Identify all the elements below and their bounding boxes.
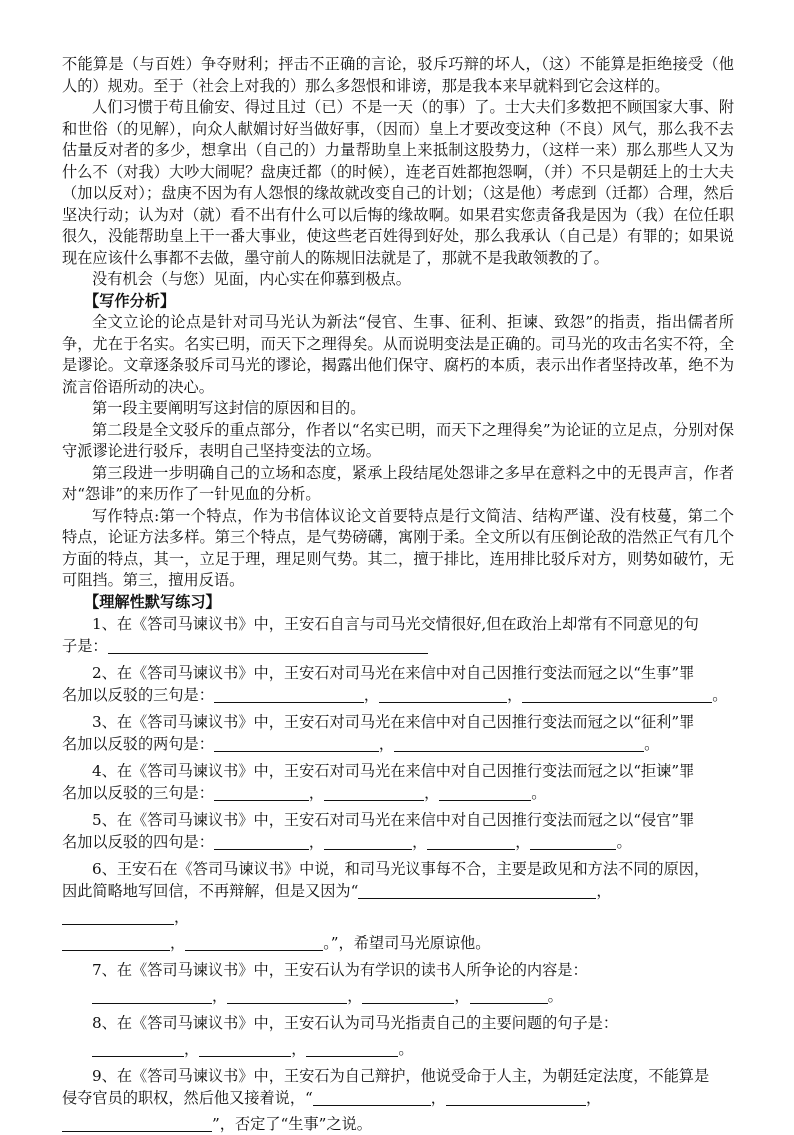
comma: ，: [515, 833, 531, 851]
comma: ，: [170, 934, 186, 952]
answer-blank[interactable]: [199, 1040, 291, 1057]
comma: ，: [308, 784, 325, 802]
answer-blank[interactable]: [214, 833, 309, 850]
answer-blank[interactable]: [427, 833, 515, 850]
answer-blank[interactable]: [313, 1089, 431, 1106]
answer-blank[interactable]: [306, 1040, 398, 1057]
comma: ，: [585, 1089, 602, 1107]
question-2-text-cont: 名加以反驳的三句是：: [62, 686, 214, 704]
answer-blank[interactable]: [379, 686, 507, 703]
period: 。: [531, 784, 547, 802]
question-6-text-end: ”，希望司马光原谅他。: [330, 934, 491, 952]
answer-blank[interactable]: [108, 637, 428, 654]
question-4: [62, 760, 734, 804]
exercises-heading: 【理解性默写练习】: [84, 592, 221, 611]
question-3: [62, 711, 734, 755]
question-4-text-cont: 名加以反驳的三句是：: [62, 784, 214, 802]
comma: ，: [424, 784, 440, 802]
period: 。: [398, 1040, 414, 1058]
answer-blank[interactable]: [358, 882, 596, 899]
answer-blank[interactable]: [324, 784, 424, 801]
question-7-text: 7、在《答司马谏议书》中，王安石认为有学识的读书人所争论的内容是：: [92, 961, 588, 979]
question-7: [62, 959, 734, 1007]
analysis-paragraph-4: 第三段进一步明确自己的立场和态度，紧承上段结尾处怨诽之多早在意料之中的无畏声言，作者对“怨诽”的来历作了一针见血的分析。: [62, 463, 734, 503]
translation-paragraph-3: 没有机会（与您）见面，内心实在仰慕到极点。: [92, 270, 411, 288]
comma: ，: [412, 833, 428, 851]
translation-paragraph-1: 不能算是（与百姓）争夺财利；抨击不正确的言论，驳斥巧辩的坏人，（这）不能算是拒绝接受（他人的）规劝。至于（社会上对我的）那么多怨恨和诽谤，那是我本来早就料到它会这样的。: [62, 55, 734, 95]
question-1: [62, 613, 734, 657]
answer-blank[interactable]: [62, 934, 170, 951]
comma: ，: [596, 882, 612, 900]
question-1-text: 1、在《答司马谏议书》中，王安石自言与司马光交情很好,但在政治上却常有不同意见的句: [92, 615, 699, 633]
question-1-text-cont: 子是：: [62, 637, 108, 655]
answer-blank[interactable]: [530, 833, 616, 850]
answer-blank[interactable]: [62, 1115, 212, 1132]
comma: ，: [184, 1040, 200, 1058]
period: 。: [644, 735, 660, 753]
question-4-text: 4、在《答司马谏议书》中，王安石对司马光在来信中对自己因推行变法而冠之以“拒谏”罪: [92, 762, 695, 780]
answer-blank[interactable]: [470, 987, 548, 1004]
period: 。: [547, 987, 563, 1005]
answer-blank[interactable]: [214, 784, 309, 801]
answer-blank[interactable]: [394, 735, 644, 752]
answer-blank[interactable]: [362, 987, 454, 1004]
answer-blank[interactable]: [446, 1089, 586, 1106]
comma: ，: [212, 987, 228, 1005]
question-9-text-end: ”，否定了“生事”之说。: [212, 1115, 372, 1133]
comma: ，: [291, 1040, 307, 1058]
question-2: [62, 662, 734, 706]
comma: ，: [174, 908, 190, 926]
question-9: [62, 1065, 734, 1135]
analysis-paragraph-1: 全文立论的论点是针对司马光认为新法“侵官、生事、征利、拒谏、致怨”的指责，指出儒者所争，尤在于名实。名实已明，而天下之理得矣。从而说明变法是正确的。司马光的攻击名实不符，全是谬论。文章逐条驳斥司马光的谬论，揭露出他们保守、腐朽的本质，表示出作者坚持改革，绝不为流言俗语所动的决心。: [62, 313, 734, 396]
answer-blank[interactable]: [522, 686, 712, 703]
answer-blank[interactable]: [92, 1040, 184, 1057]
comma: ，: [308, 833, 325, 851]
question-8-text: 8、在《答司马谏议书》中，王安石认为司马光指责自己的主要问题的句子是：: [92, 1014, 619, 1032]
comma: ，: [454, 987, 470, 1005]
question-5-text-cont: 名加以反驳的四句是：: [62, 833, 214, 851]
question-9-text: 9、在《答司马谏议书》中，王安石为自己辩护，他说受命于人主，为朝廷定法度，不能算是: [92, 1067, 710, 1085]
question-8: [62, 1012, 734, 1060]
question-9-text-cont: 侵夺官员的职权，然后他又接着说，“: [62, 1089, 313, 1107]
comma: ，: [363, 686, 380, 704]
question-3-text-cont: 名加以反驳的两句是：: [62, 735, 214, 753]
answer-blank[interactable]: [185, 934, 323, 951]
comma: ，: [430, 1089, 446, 1107]
answer-blank[interactable]: [324, 833, 412, 850]
period: 。: [323, 934, 331, 952]
question-3-text: 3、在《答司马谏议书》中，王安石对司马光在来信中对自己因推行变法而冠之以“征利”罪: [92, 713, 695, 731]
answer-blank[interactable]: [92, 987, 212, 1004]
question-6-text-cont: 因此简略地写回信，不再辩解，但是又因为“: [62, 882, 359, 900]
answer-blank[interactable]: [62, 908, 174, 925]
analysis-paragraph-5: 写作特点:第一个特点，作为书信体议论文首要特点是行文简洁、结构严谨、没有枝蔓，第二个特点，论证方法多样。第三个特点，是气势磅礴，寓刚于柔。全文所以有压倒论敌的浩然正气有几个方面的特点，其一，立足于理，理足则气势。其二，擅于排比，连用排比驳斥对方，则势如破竹，无可阻挡。第三，擅用反语。: [62, 506, 734, 589]
period: 。: [616, 833, 632, 851]
comma: ，: [507, 686, 523, 704]
answer-blank[interactable]: [214, 735, 379, 752]
question-5-text: 5、在《答司马谏议书》中，王安石对司马光在来信中对自己因推行变法而冠之以“侵官”罪: [92, 811, 695, 829]
answer-blank[interactable]: [227, 987, 347, 1004]
analysis-paragraph-2: 第一段主要阐明写这封信的原因和目的。: [92, 399, 366, 417]
comma: ，: [378, 735, 395, 753]
answer-blank[interactable]: [439, 784, 531, 801]
question-5: [62, 809, 734, 853]
answer-blank[interactable]: [214, 686, 364, 703]
question-6-text: 6、王安石在《答司马谏议书》中说，和司马光议事每不合，主要是政见和方法不同的原因，: [92, 860, 710, 878]
analysis-paragraph-3: 第二段是全文驳斥的重点部分，作者以“名实已明，而天下之理得矣”为论证的立足点，分别对保守派谬论进行驳斥，表明自己坚持变法的立场。: [62, 420, 734, 460]
question-6: [62, 858, 734, 954]
analysis-heading: 【写作分析】: [84, 291, 176, 310]
comma: ，: [347, 987, 363, 1005]
translation-paragraph-2: 人们习惯于苟且偷安、得过且过（已）不是一天（的事）了。士大夫们多数把不顾国家大事、附和世俗（的见解），向众人献媚讨好当做好事，（因而）皇上才要改变这种（不良）风气，那么我不去估量反对者的多少，想拿出（自己的）力量帮助皇上来抵制这股势力，（这样一来）那么那些人又为什么不（对我）大吵大闹呢？盘庚迁都（的时候），连老百姓都抱怨啊，（并）不只是朝廷上的士大夫（加以反对）；盘庚不因为有人怨恨的缘故就改变自己的计划；（这是他）考虑到（迁都）合理，然后坚决行动；认为对（就）看不出有什么可以后悔的缘故啊。如果君实您责备我是因为（我）在位任职很久，没能帮助皇上干一番大事业，使这些老百姓得到好处，那么我承认（自己是）有罪的；如果说现在应该什么事都不去做，墨守前人的陈规旧法就是了，那就不是我敢领教的了。: [62, 98, 734, 267]
document-page: [62, 54, 734, 1135]
period: 。: [712, 686, 728, 704]
question-2-text: 2、在《答司马谏议书》中，王安石对司马光在来信中对自己因推行变法而冠之以“生事”罪: [92, 664, 695, 682]
